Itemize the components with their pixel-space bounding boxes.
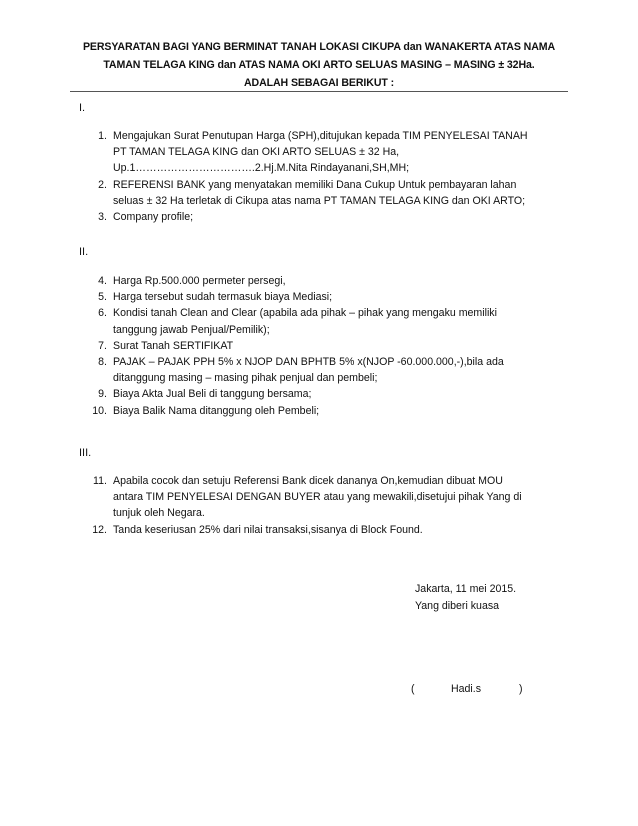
list-item [79, 522, 559, 538]
item-number: 12. [92, 523, 107, 536]
header-line-1: PERSYARATAN BAGI YANG BERMINAT TANAH LOKASI CIKUPA dan WANAKERTA ATAS NAMA [82, 41, 556, 53]
section-3-list [79, 473, 559, 538]
list-item [79, 305, 559, 337]
list-item [79, 354, 559, 386]
list-item [79, 473, 559, 522]
item-number: 2. [98, 178, 107, 191]
header-divider [70, 91, 568, 92]
item-number: 10. [92, 404, 107, 417]
paren-close: ) [519, 683, 523, 695]
item-text: Company profile; [113, 211, 194, 224]
section-label-1: I. [79, 102, 86, 114]
list-item [79, 386, 559, 402]
item-text: Biaya Akta Jual Beli di tanggung bersama; [113, 388, 312, 401]
item-text: Tanda keseriusan 25% dari nilai transaksi,sisanya di Block Found. [113, 523, 423, 536]
item-text: PT TAMAN TELAGA KING dan OKI ARTO SELUAS ± 32 Ha, [113, 146, 400, 159]
item-text: tanggung jawab Penjual/Pemilik); [113, 323, 270, 336]
item-number: 9. [98, 388, 107, 401]
item-text: REFERENSI BANK yang menyatakan memiliki Dana Cukup Untuk pembayaran lahan [113, 178, 517, 191]
header-line-2: TAMAN TELAGA KING dan ATAS NAMA OKI ARTO SELUAS MASING – MASING ± 32Ha. [103, 59, 535, 71]
list-item [79, 128, 559, 177]
place-date: Jakarta, 11 mei 2015. [415, 583, 517, 595]
list-item [79, 177, 559, 209]
list-item [79, 273, 559, 289]
list-item [79, 209, 559, 225]
item-text: Harga Rp.500.000 permeter persegi, [113, 275, 286, 287]
item-number: 3. [98, 211, 107, 224]
header-line-3: ADALAH SEBAGAI BERIKUT : [243, 77, 395, 89]
item-text: Surat Tanah SERTIFIKAT [113, 339, 234, 352]
item-text: tunjuk oleh Negara. [113, 507, 205, 520]
section-label-3: III. [79, 447, 92, 459]
item-text: Biaya Balik Nama ditanggung oleh Pembeli; [113, 404, 320, 417]
signer-name: Hadi.s [451, 683, 482, 695]
item-text: Mengajukan Surat Penutupan Harga (SPH),ditujukan kepada TIM PENYELESAI TANAH [113, 130, 528, 142]
list-item [79, 403, 559, 419]
item-text: PAJAK – PAJAK PPH 5% x NJOP DAN BPHTB 5% x(NJOP -60.000.000,-),bila ada [113, 356, 504, 369]
section-2-list [79, 273, 559, 419]
item-text: antara TIM PENYELESAI DENGAN BUYER atau yang mewakili,disetujui pihak Yang di [113, 491, 522, 504]
item-text: seluas ± 32 Ha terletak di Cikupa atas nama PT TAMAN TELAGA KING dan OKI ARTO; [113, 194, 526, 207]
section-1-list [79, 128, 559, 225]
item-number: 6. [98, 307, 107, 320]
item-text: Kondisi tanah Clean and Clear (apabila ada pihak – pihak yang mengaku memiliki [113, 307, 497, 320]
document-header [70, 38, 568, 92]
paren-open: ( [411, 683, 415, 695]
item-text: Apabila cocok dan setuju Referensi Bank dicek dananya On,kemudian dibuat MOU [113, 475, 503, 487]
item-number: 5. [98, 291, 107, 304]
item-text: Up.1…………………………….2.Hj.M.Nita Rindayanani,SH,MH; [113, 162, 410, 175]
signature-block [415, 581, 516, 614]
list-item [79, 289, 559, 305]
list-item [79, 338, 559, 354]
item-text: Harga tersebut sudah termasuk biaya Mediasi; [113, 291, 333, 304]
item-text: ditanggung masing – masing pihak penjual dan pembeli; [113, 372, 378, 385]
item-number: 7. [98, 339, 107, 352]
signer-role: Yang diberi kuasa [415, 599, 500, 612]
item-number: 4. [98, 275, 107, 287]
item-number: 1. [98, 130, 107, 142]
item-number: 11. [93, 475, 107, 487]
item-number: 8. [98, 356, 107, 369]
section-label-2: II. [79, 246, 89, 258]
